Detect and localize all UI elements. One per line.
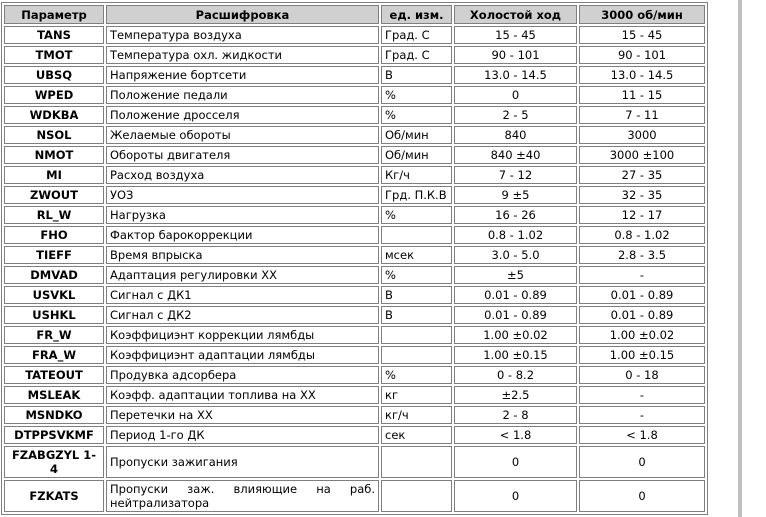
- table-row: [4, 286, 705, 304]
- table-row: [4, 480, 705, 512]
- unit-cell: %: [381, 366, 452, 384]
- rpm3000-value-cell: 1.00 ±0.02: [579, 326, 705, 344]
- unit-cell: мсек: [381, 246, 452, 264]
- description-cell: Положение педали: [106, 86, 379, 104]
- table-row: [4, 446, 705, 478]
- description-cell: Сигнал с ДК2: [106, 306, 379, 324]
- idle-value-cell: 2 - 5: [454, 106, 577, 124]
- param-cell: FZKATS: [4, 480, 104, 512]
- table-row: [4, 186, 705, 204]
- table-row: [4, 326, 705, 344]
- rpm3000-value-cell: 0.01 - 0.89: [579, 286, 705, 304]
- description-cell: Коэфф. адаптации топлива на ХХ: [106, 386, 379, 404]
- rpm3000-value-cell: 32 - 35: [579, 186, 705, 204]
- param-cell: TIEFF: [4, 246, 104, 264]
- unit-cell: сек: [381, 426, 452, 444]
- idle-value-cell: 0: [454, 480, 577, 512]
- idle-value-cell: 1.00 ±0.15: [454, 346, 577, 364]
- unit-cell: [381, 446, 452, 478]
- unit-cell: %: [381, 106, 452, 124]
- rpm3000-value-cell: -: [579, 266, 705, 284]
- idle-value-cell: 0 - 8.2: [454, 366, 577, 384]
- description-cell: Коэффициэнт адаптации лямбды: [106, 346, 379, 364]
- description-cell: Желаемые обороты: [106, 126, 379, 144]
- param-cell: TANS: [4, 26, 104, 44]
- description-cell: Продувка адсорбера: [106, 366, 379, 384]
- unit-cell: %: [381, 206, 452, 224]
- rpm3000-value-cell: 11 - 15: [579, 86, 705, 104]
- idle-value-cell: 1.00 ±0.02: [454, 326, 577, 344]
- unit-cell: кг/ч: [381, 406, 452, 424]
- unit-cell: [381, 226, 452, 244]
- description-cell: Положение дросселя: [106, 106, 379, 124]
- idle-value-cell: 16 - 26: [454, 206, 577, 224]
- param-cell: TMOT: [4, 46, 104, 64]
- header-3000rpm: 3000 об/мин: [579, 5, 705, 24]
- param-cell: RL_W: [4, 206, 104, 224]
- table-body: [4, 26, 705, 512]
- description-cell: Коэффициэнт коррекции лямбды: [106, 326, 379, 344]
- table-row: [4, 226, 705, 244]
- param-cell: FR_W: [4, 326, 104, 344]
- param-cell: DMVAD: [4, 266, 104, 284]
- table-row: [4, 86, 705, 104]
- idle-value-cell: 840: [454, 126, 577, 144]
- unit-cell: Град. С: [381, 46, 452, 64]
- table-row: [4, 126, 705, 144]
- table-row: [4, 406, 705, 424]
- idle-value-cell: 0: [454, 86, 577, 104]
- idle-value-cell: 90 - 101: [454, 46, 577, 64]
- description-cell: Температура воздуха: [106, 26, 379, 44]
- rpm3000-value-cell: 7 - 11: [579, 106, 705, 124]
- idle-value-cell: 0.8 - 1.02: [454, 226, 577, 244]
- unit-cell: кг: [381, 386, 452, 404]
- description-cell: Адаптация регулировки ХХ: [106, 266, 379, 284]
- header-parameter: Параметр: [4, 5, 104, 24]
- idle-value-cell: 3.0 - 5.0: [454, 246, 577, 264]
- param-cell: WPED: [4, 86, 104, 104]
- description-cell: Сигнал с ДК1: [106, 286, 379, 304]
- unit-cell: [381, 346, 452, 364]
- unit-cell: [381, 480, 452, 512]
- idle-value-cell: 840 ±40: [454, 146, 577, 164]
- rpm3000-value-cell: 0: [579, 480, 705, 512]
- rpm3000-value-cell: 0.01 - 0.89: [579, 306, 705, 324]
- param-cell: NMOT: [4, 146, 104, 164]
- param-cell: USVKL: [4, 286, 104, 304]
- table-header-row: [4, 5, 705, 24]
- idle-value-cell: ±2.5: [454, 386, 577, 404]
- description-cell: Обороты двигателя: [106, 146, 379, 164]
- rpm3000-value-cell: 90 - 101: [579, 46, 705, 64]
- header-idle: Холостой ход: [454, 5, 577, 24]
- param-cell: UBSQ: [4, 66, 104, 84]
- rpm3000-value-cell: -: [579, 406, 705, 424]
- idle-value-cell: 7 - 12: [454, 166, 577, 184]
- param-cell: WDKBA: [4, 106, 104, 124]
- table-row: [4, 166, 705, 184]
- param-cell: ZWOUT: [4, 186, 104, 204]
- rpm3000-value-cell: 3000: [579, 126, 705, 144]
- table-row: [4, 306, 705, 324]
- idle-value-cell: 0.01 - 0.89: [454, 306, 577, 324]
- rpm3000-value-cell: 1.00 ±0.15: [579, 346, 705, 364]
- param-cell: USHKL: [4, 306, 104, 324]
- param-cell: MSNDKO: [4, 406, 104, 424]
- param-cell: MI: [4, 166, 104, 184]
- table-row: [4, 206, 705, 224]
- unit-cell: %: [381, 266, 452, 284]
- unit-cell: В: [381, 286, 452, 304]
- unit-cell: Грд. П.К.В: [381, 186, 452, 204]
- param-cell: DTPPSVKMF: [4, 426, 104, 444]
- rpm3000-value-cell: 0.8 - 1.02: [579, 226, 705, 244]
- table-row: [4, 266, 705, 284]
- table-row: [4, 146, 705, 164]
- idle-value-cell: 2 - 8: [454, 406, 577, 424]
- unit-cell: [381, 326, 452, 344]
- rpm3000-value-cell: < 1.8: [579, 426, 705, 444]
- rpm3000-value-cell: 2.8 - 3.5: [579, 246, 705, 264]
- idle-value-cell: 0: [454, 446, 577, 478]
- rpm3000-value-cell: 27 - 35: [579, 166, 705, 184]
- unit-cell: Кг/ч: [381, 166, 452, 184]
- unit-cell: В: [381, 306, 452, 324]
- description-cell: Период 1-го ДК: [106, 426, 379, 444]
- param-cell: TATEOUT: [4, 366, 104, 384]
- table-row: [4, 46, 705, 64]
- table-row: [4, 26, 705, 44]
- param-cell: NSOL: [4, 126, 104, 144]
- unit-cell: Об/мин: [381, 126, 452, 144]
- idle-value-cell: ±5: [454, 266, 577, 284]
- rpm3000-value-cell: 15 - 45: [579, 26, 705, 44]
- unit-cell: Град. С: [381, 26, 452, 44]
- table-row: [4, 366, 705, 384]
- description-cell: Перетечки на ХХ: [106, 406, 379, 424]
- param-cell: FHO: [4, 226, 104, 244]
- page-right-border: [738, 0, 742, 517]
- description-cell: Напряжение бортсети: [106, 66, 379, 84]
- table-row: [4, 66, 705, 84]
- table-row: [4, 346, 705, 364]
- table-row: [4, 386, 705, 404]
- idle-value-cell: 9 ±5: [454, 186, 577, 204]
- rpm3000-value-cell: 12 - 17: [579, 206, 705, 224]
- idle-value-cell: < 1.8: [454, 426, 577, 444]
- rpm3000-value-cell: -: [579, 386, 705, 404]
- idle-value-cell: 13.0 - 14.5: [454, 66, 577, 84]
- description-cell: Пропуски заж. влияющие на раб. нейтрализатора: [106, 480, 379, 512]
- header-description: Расшифровка: [106, 5, 379, 24]
- table-row: [4, 426, 705, 444]
- description-cell: Пропуски зажигания: [106, 446, 379, 478]
- unit-cell: В: [381, 66, 452, 84]
- unit-cell: Об/мин: [381, 146, 452, 164]
- idle-value-cell: 15 - 45: [454, 26, 577, 44]
- table-row: [4, 246, 705, 264]
- rpm3000-value-cell: 3000 ±100: [579, 146, 705, 164]
- description-cell: УОЗ: [106, 186, 379, 204]
- parameters-table: [1, 2, 708, 515]
- idle-value-cell: 0.01 - 0.89: [454, 286, 577, 304]
- description-cell: Время впрыска: [106, 246, 379, 264]
- description-cell: Фактор барокоррекции: [106, 226, 379, 244]
- param-cell: FZABGZYL 1-4: [4, 446, 104, 478]
- param-cell: MSLEAK: [4, 386, 104, 404]
- rpm3000-value-cell: 0 - 18: [579, 366, 705, 384]
- header-unit: ед. изм.: [381, 5, 452, 24]
- rpm3000-value-cell: 13.0 - 14.5: [579, 66, 705, 84]
- unit-cell: %: [381, 86, 452, 104]
- rpm3000-value-cell: 0: [579, 446, 705, 478]
- table-row: [4, 106, 705, 124]
- description-cell: Температура охл. жидкости: [106, 46, 379, 64]
- param-cell: FRA_W: [4, 346, 104, 364]
- description-cell: Нагрузка: [106, 206, 379, 224]
- description-cell: Расход воздуха: [106, 166, 379, 184]
